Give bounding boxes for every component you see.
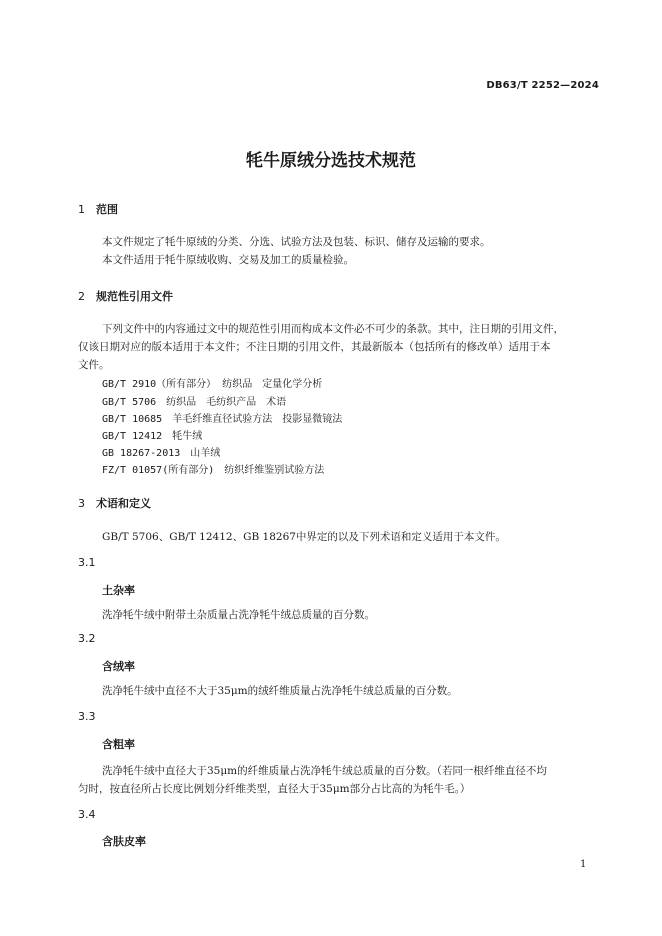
clause-number: 3.1	[78, 556, 96, 569]
section-2-intro-line-1: 下列文件中的内容通过文中的规范性引用而构成本文件必不可少的条款。其中，注日期的引用文件，	[102, 323, 564, 335]
term-title: 土杂率	[102, 584, 135, 597]
clause-number: 3.3	[78, 710, 96, 723]
reference-item: GB 18267-2013 山羊绒	[102, 448, 221, 459]
term-title: 含绒率	[102, 660, 135, 673]
term-definition-line-2: 匀时，按直径所占长度比例划分纤维类型，直径大于35μm部分占比高的为牦牛毛。）	[78, 783, 471, 795]
reference-item: GB/T 2910（所有部分） 纺织品 定量化学分析	[102, 379, 323, 390]
term-definition: 洗净牦牛绒中附带土杂质量占洗净牦牛绒总质量的百分数。	[102, 609, 375, 621]
term-definition-line-1: 洗净牦牛绒中直径大于35μm的纤维质量占洗净牦牛绒总质量的百分数。（若同一根纤维直径不均	[102, 765, 547, 777]
term-title: 含肤皮率	[102, 835, 146, 848]
page-number: 1	[580, 859, 587, 870]
standard-number: DB63/T 2252—2024	[486, 80, 599, 91]
section-3-heading: 3 术语和定义	[78, 497, 151, 510]
section-1-paragraph-2: 本文件适用于牦牛原绒收购、交易及加工的质量检验。	[102, 254, 354, 266]
reference-item: FZ/T 01057(所有部分) 纺织纤维鉴别试验方法	[102, 465, 325, 476]
reference-item: GB/T 5706 纺织品 毛纺织产品 术语	[102, 397, 287, 408]
section-2-intro-line-2: 仅该日期对应的版本适用于本文件；不注日期的引用文件，其最新版本（包括所有的修改单）适用于本	[78, 341, 551, 353]
document-title: 牦牛原绒分选技术规范	[246, 151, 416, 171]
section-2-intro-line-3: 文件。	[78, 359, 110, 371]
term-title: 含粗率	[102, 738, 135, 751]
reference-item: GB/T 12412 牦牛绒	[102, 431, 203, 442]
term-definition: 洗净牦牛绒中直径不大于35μm的绒纤维质量占洗净牦牛绒总质量的百分数。	[102, 685, 458, 697]
section-1-paragraph-1: 本文件规定了牦牛原绒的分类、分选、试验方法及包装、标识、储存及运输的要求。	[102, 236, 491, 248]
section-1-heading: 1 范围	[78, 203, 118, 216]
clause-number: 3.2	[78, 632, 96, 645]
clause-number: 3.4	[78, 808, 96, 821]
section-2-heading: 2 规范性引用文件	[78, 290, 173, 303]
section-3-intro: GB/T 5706、GB/T 12412、GB 18267中界定的以及下列术语和定义适用于本文件。	[102, 531, 506, 543]
reference-item: GB/T 10685 羊毛纤维直径试验方法 投影显微镜法	[102, 414, 343, 425]
